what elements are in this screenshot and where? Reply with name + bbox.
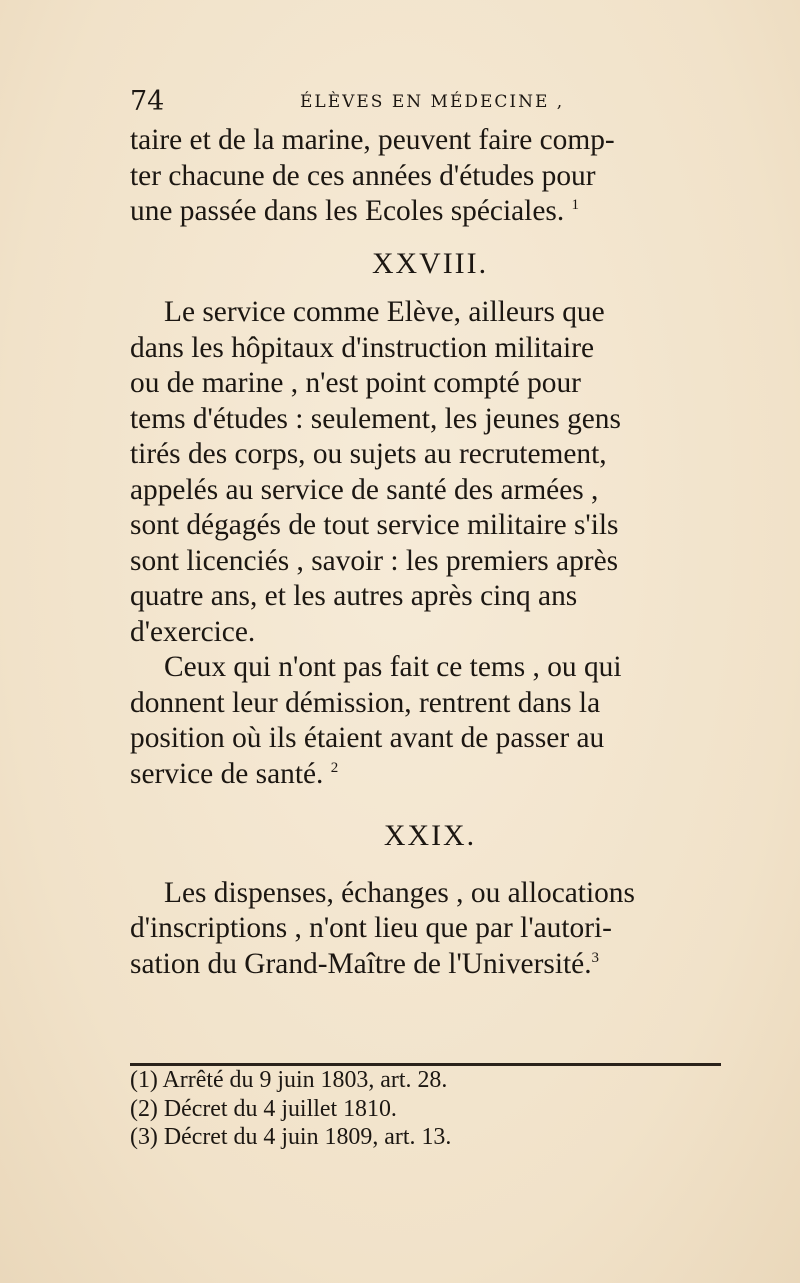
footnote: (2) Décret du 4 juillet 1810.: [130, 1095, 397, 1122]
text-line: ter chacune de ces années d'études pour: [130, 159, 596, 192]
text-line: d'inscriptions , n'ont lieu que par l'autori-: [130, 912, 612, 944]
text-line: appelés au service de santé des armées ,: [130, 473, 599, 506]
text-line: Les dispenses, échanges , ou allocations: [164, 876, 635, 909]
text-line: sont dégagés de tout service militaire s'ils: [130, 509, 619, 541]
text-line: tirés des corps, ou sujets au recrutement,: [130, 438, 607, 470]
running-head: ÉLÈVES EN MÉDECINE ,: [300, 92, 565, 112]
footnote: (1) Arrêté du 9 juin 1803, art. 28.: [130, 1067, 448, 1093]
section-heading: XXVIII.: [371, 246, 489, 280]
footnote: (3) Décret du 4 juin 1809, art. 13.: [130, 1124, 452, 1150]
text-line: [130, 757, 730, 793]
text-line: donnent leur démission, rentrent dans la: [130, 686, 601, 719]
spacer: [130, 792, 730, 818]
footnotes: [130, 1066, 730, 1152]
spacer: [130, 230, 730, 246]
text-line: Le service comme Elève, ailleurs que: [164, 296, 605, 328]
text-line: dans les hôpitaux d'instruction militaire: [130, 331, 595, 364]
text-line: quatre ans, et les autres après cinq ans: [130, 580, 578, 612]
text-line: ou de marine , n'est point compté pour: [130, 367, 581, 399]
text-line: tems d'études : seulement, les jeunes gens: [130, 402, 621, 435]
text-line: d'exercice.: [130, 615, 256, 648]
text-line: sont licenciés , savoir : les premiers après: [130, 544, 619, 577]
text-line: Ceux qui n'ont pas fait ce tems , ou qui: [164, 651, 622, 683]
text-line-content: sation du Grand-Maître de l'Université.: [130, 947, 592, 980]
footnote-ref: 2: [330, 759, 339, 776]
spacer: [130, 854, 730, 876]
footnote-ref: 3: [591, 949, 600, 966]
page-body: [130, 123, 730, 982]
page-number: 74: [130, 86, 165, 117]
text-line-content: service de santé.: [130, 757, 324, 790]
text-line: position où ils étaient avant de passer au: [130, 722, 605, 754]
spacer: [130, 281, 730, 295]
text-line: taire et de la marine, peuvent faire comp-: [130, 124, 615, 156]
text-line-content: une passée dans les Ecoles spéciales.: [130, 195, 565, 227]
footnote-ref: 1: [571, 197, 580, 214]
text-line: [130, 947, 730, 983]
section-heading: XXIX.: [383, 819, 477, 852]
page-header: [130, 86, 720, 122]
text-line: [130, 194, 730, 230]
